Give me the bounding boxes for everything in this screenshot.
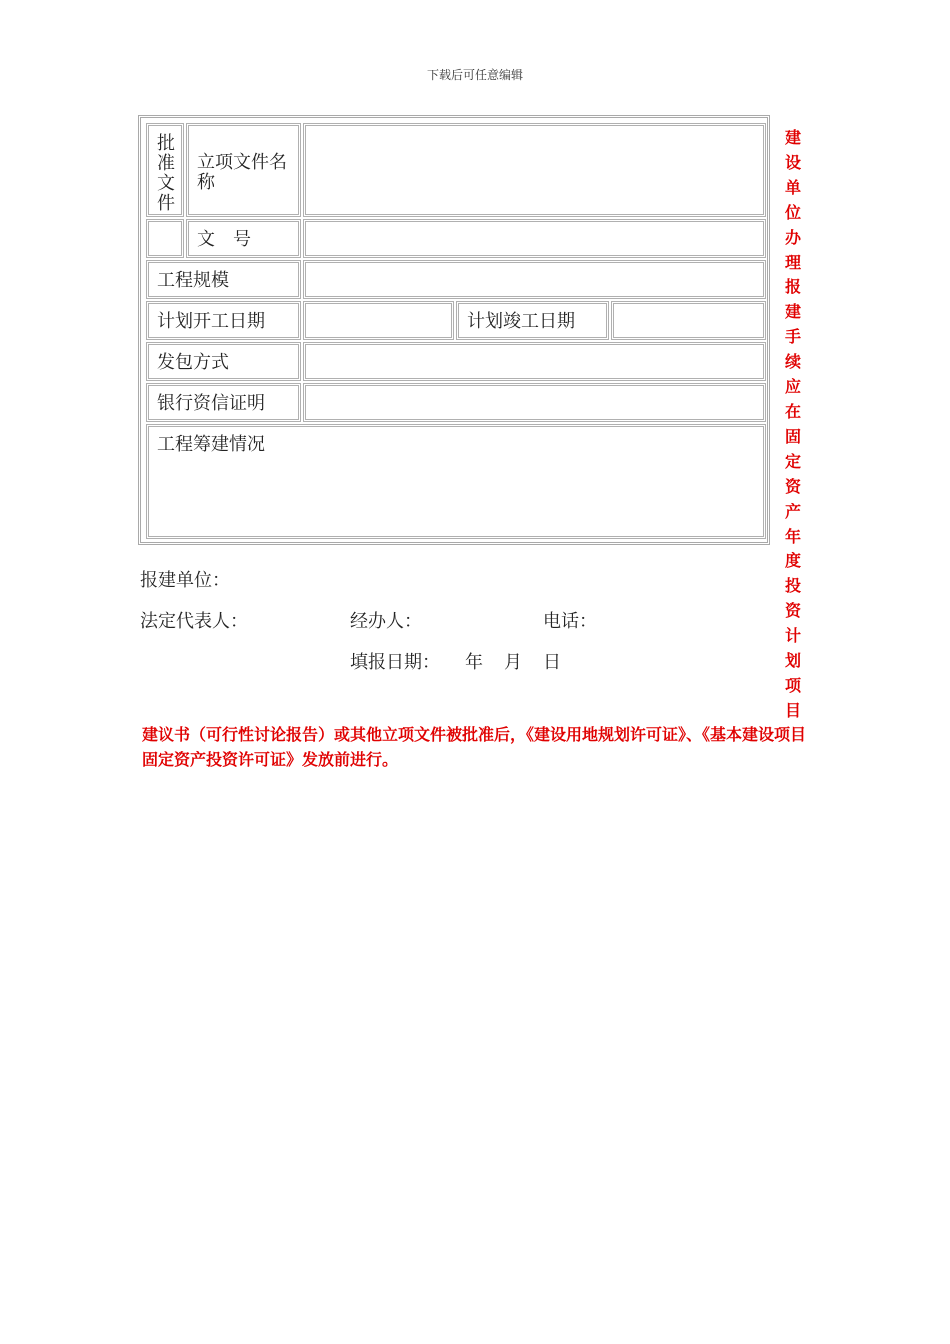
approval-docs-cell bbox=[146, 123, 184, 217]
planned-start-field[interactable] bbox=[303, 301, 454, 340]
side-note: 建设单位办理报建手续应在固定资产年度投资计划项目 bbox=[785, 128, 802, 720]
scale-label-cell bbox=[146, 260, 301, 299]
legal-rep-label: 法定代表人： bbox=[140, 611, 248, 632]
phone-label: 电话： bbox=[543, 611, 597, 632]
bank-credit-label: 银行资信证明 bbox=[157, 393, 265, 414]
preparation-label: 工程筹建情况 bbox=[157, 434, 265, 455]
year-label: 年 bbox=[465, 652, 483, 673]
planned-start-label-cell bbox=[146, 301, 301, 340]
contract-method-label-cell bbox=[146, 342, 301, 381]
fill-date-label: 填报日期： bbox=[350, 652, 440, 673]
project-registration-form bbox=[138, 115, 770, 545]
bank-credit-field[interactable] bbox=[303, 383, 766, 422]
project-doc-name-label-cell bbox=[186, 123, 301, 217]
preparation-cell[interactable] bbox=[146, 424, 766, 539]
doc-number-field[interactable] bbox=[303, 219, 766, 258]
contract-method-field[interactable] bbox=[303, 342, 766, 381]
handler-label: 经办人： bbox=[350, 611, 422, 632]
scale-label: 工程规模 bbox=[157, 270, 229, 291]
planned-finish-label-cell bbox=[456, 301, 609, 340]
planned-start-label: 计划开工日期 bbox=[157, 311, 265, 332]
doc-number-label-cell bbox=[186, 219, 301, 258]
bank-credit-label-cell bbox=[146, 383, 301, 422]
project-doc-name-field[interactable] bbox=[303, 123, 766, 217]
day-label: 日 bbox=[543, 652, 561, 673]
doc-number-label: 文 号 bbox=[197, 229, 251, 250]
contract-method-label: 发包方式 bbox=[157, 352, 229, 373]
project-doc-name-label: 立项文件名称 bbox=[197, 152, 287, 193]
approval-docs-spacer-cell bbox=[146, 219, 184, 258]
planned-finish-label: 计划竣工日期 bbox=[467, 311, 575, 332]
approval-docs-label: 批准文件 bbox=[157, 133, 175, 214]
applicant-unit-label: 报建单位： bbox=[140, 570, 230, 591]
bottom-note: 建议书（可行性讨论报告）或其他立项文件被批准后，《建设用地规划许可证》、《基本建设项目固定资产投资许可证》发放前进行。 bbox=[142, 725, 807, 769]
scale-field[interactable] bbox=[303, 260, 766, 299]
month-label: 月 bbox=[504, 652, 522, 673]
download-note: 下载后可任意编辑 bbox=[426, 68, 523, 82]
planned-finish-field[interactable] bbox=[611, 301, 766, 340]
